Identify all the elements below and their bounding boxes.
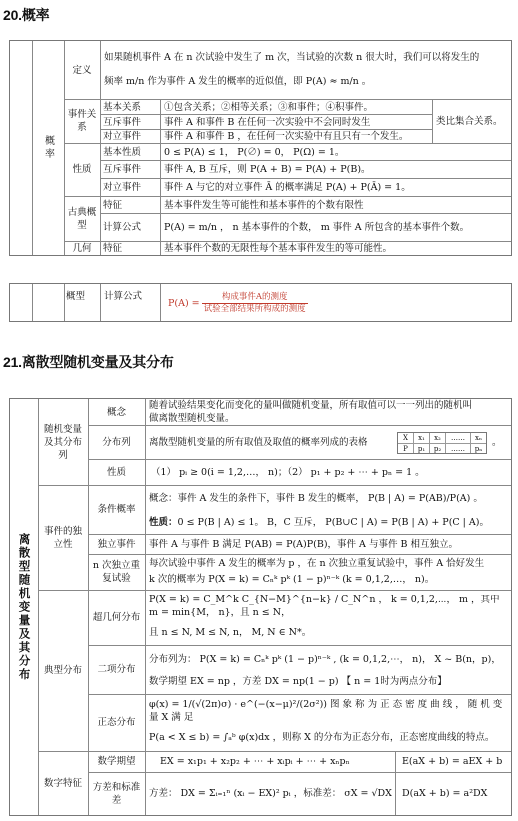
definition-text-1: 如果随机事件 A 在 n 次试验中发生了 m 次，当试验的次数 n 很大时，我们可以将发生的: [104, 52, 480, 63]
geo2-label: 概型: [66, 291, 86, 302]
binom-text-2: 数学期望 EX = np ，方差 DX = np(1 − p) 【 n = 1时为两点分布】: [149, 675, 447, 687]
geo-formula: [168, 287, 508, 319]
definition-label: 定义: [72, 64, 92, 76]
section-21-title: 21.离散型随机变量及其分布: [3, 354, 174, 370]
rep-text-1: 每次试验中事件 A 发生的概率为 p ，在 n 次独立重复试验中，事件 A 恰好发生: [149, 558, 485, 569]
cond-text-1: 概念：事件 A 发生的条件下，事件 B 发生的概率， P(B | A) = P(AB)/P(A) 。: [149, 492, 483, 504]
ind-name: 独立事件: [97, 538, 136, 550]
dist-x-cell: x₁: [414, 433, 430, 443]
dist-mini-table: [397, 432, 487, 454]
hyper-text-1: P(X = k) = C_M^k C_{N−M}^{n−k} / C_N^n ， k = 0,1,2,⋯， m ，其中 m = min{M， n}，且 n ≤ N，: [149, 595, 500, 617]
hyper-text-2: 且 n ≤ N, M ≤ N, n， M, N ∈ N*。: [149, 626, 312, 638]
dist-p-cell: p₂: [430, 444, 446, 454]
classic-label: 古典概型: [67, 206, 97, 231]
rel-row-text: 事件 A 和事件 B 在任何一次实验中不会同时发生: [164, 116, 371, 128]
geo-formula-numerator: 构成事件A的测度: [202, 292, 308, 304]
binom-name: 二项分布: [97, 664, 136, 675]
normal-text-1: φ(x) = 1/(√(2π)σ) · e^(−(x−μ)²/(2σ²)) 图 象 称 为 正 态 密 度 曲 线 ， 随 机 变 量 X 满 足: [149, 699, 503, 723]
classic-row-text: P(A) = m/n ， n 基本事件的个数， m 事件 A 所包含的基本事件个数。: [164, 222, 470, 233]
var-name: 方差和标准差: [92, 781, 141, 806]
prop-row-text: 0 ≤ P(A) ≤ 1， P(∅) = 0， P(Ω) = 1。: [164, 146, 345, 158]
cond-text-2-row: [149, 511, 511, 533]
rel-row-name: 互斥事件: [103, 116, 142, 128]
exp-linear: E(aX + b) = aEX + b: [402, 756, 503, 767]
geo-formula-denominator: 试验全部结果所构成的测度: [203, 303, 306, 314]
prop-row-text: 事件 A, B 互斥，则 P(A + B) = P(A) + P(B)。: [164, 164, 371, 175]
prop-row-name: 对立事件: [103, 182, 142, 193]
dist-p-cell: P: [398, 444, 414, 454]
binom-text-1: 分布列为： P(X = k) = Cₙᵏ pᵏ (1 − p)ⁿ⁻ᵏ , (k = 0,1,2,⋯， n)， X ~ B(n，p)，: [149, 653, 501, 665]
cond-name: 条件概率: [97, 504, 136, 515]
definition-text-2: 频率 m/n 作为事件 A 发生的概率的近似值，即 P(A) ≈ m/n 。: [104, 76, 372, 87]
rel-row-name: 对立事件: [103, 130, 142, 142]
var-text: 方差： DX = Σᵢ₌₁ⁿ (xᵢ − EX)² pᵢ ，标准差： σX = √DX: [149, 788, 392, 799]
exp-text: EX = x₁p₁ + x₂p₂ + ⋯ + xᵢpᵢ + ⋯ + xₙpₙ: [160, 756, 350, 767]
rv-prop-name: 性质: [106, 466, 126, 478]
random-variable-table: [9, 398, 512, 816]
dist-text: 离散型随机变量的所有取值及取值的概率列成的表格: [149, 436, 368, 448]
hyper-name: 超几何分布: [92, 612, 141, 623]
concept-name: 概念: [106, 406, 126, 418]
property-label: 性质: [72, 164, 92, 175]
dist-x-cell: x₂: [430, 433, 446, 443]
geo-row-text: 基本事件个数的无限性每个基本事件发生的等可能性。: [164, 242, 393, 254]
typical-label: 典型分布: [43, 665, 82, 676]
relation-label: 事件关系: [67, 109, 97, 133]
rep-name: n 次独立重复试验: [92, 560, 141, 584]
dist-x-cell: ……: [446, 433, 471, 443]
dist-p-cell: ……: [446, 444, 471, 454]
dist-end: 。: [492, 436, 502, 448]
rel-row-text: 事件 A 和事件 B ，在任何一次实验中有且只有一个发生。: [164, 130, 409, 142]
geo-label: 几何: [72, 242, 92, 254]
prop-row-text: 事件 A 与它的对立事件 Ā 的概率满足 P(A) + P(Ā) = 1。: [164, 182, 411, 193]
var-linear: D(aX + b) = a²DX: [402, 788, 488, 799]
geo-model-table: [9, 283, 512, 322]
normal-text-2: P(a < X ≤ b) = ∫ₐᵇ φ(x)dx ，则称 X 的分布为正态分布，正态密度曲线的特点。: [149, 731, 495, 743]
rv-label: 随机变量及其分布列: [43, 423, 82, 461]
dist-p-cell: pₙ: [474, 445, 483, 453]
probability-main-label: 概率: [42, 135, 54, 161]
probability-table: [9, 40, 512, 256]
analogy-note: 类比集合关系。: [436, 115, 503, 127]
concept-text-1: 随着试验结果变化而变化的量叫做随机变量，所有取值可以一一列出的随机叫: [149, 400, 473, 411]
feature-label: 数字特征: [43, 777, 82, 789]
geo-formula-fraction: [202, 292, 308, 315]
prop-row-name: 互斥事件: [103, 164, 142, 175]
geo-formula-lhs: P(A) =: [168, 297, 200, 309]
discrete-main-label: 离散型随机变量及其分布: [17, 532, 32, 682]
normal-name: 正态分布: [97, 717, 136, 728]
classic-row-name: 计算公式: [103, 222, 142, 233]
geo-row-name: 特征: [103, 242, 123, 254]
indep-label: 事件的独立性: [43, 525, 82, 550]
dist-x-cell: X: [398, 433, 414, 443]
ind-text: 事件 A 与事件 B 满足 P(AB) = P(A)P(B)，事件 A 与事件 B 相互独立。: [149, 538, 458, 550]
rep-text-2: k 次的概率为 P(X = k) = Cₙᵏ pᵏ (1 − p)ⁿ⁻ᵏ (k = 0,1,2,…， n)。: [149, 574, 435, 585]
rel-row-name: 基本关系: [103, 101, 142, 113]
dist-x-cell: xₙ: [475, 434, 482, 442]
section-20-title: 20.概率: [3, 7, 50, 23]
prop-row-name: 基本性质: [103, 146, 142, 158]
cond-text-2: 0 ≤ P(B | A) ≤ 1。 B，C 互斥， P(B∪C | A) = P(B | A) + P(C | A)。: [177, 516, 489, 528]
classic-row-text: 基本事件发生等可能性和基本事件的个数有限性: [164, 199, 364, 211]
concept-text-2: 做离散型随机变量。: [149, 413, 235, 424]
geo2-row-name: 计算公式: [104, 291, 143, 302]
dist-name: 分布列: [102, 436, 131, 448]
dist-p-cell: p₁: [414, 444, 430, 454]
cond-prop-label: 性质：: [149, 516, 178, 528]
exp-name: 数学期望: [97, 756, 136, 767]
classic-row-name: 特征: [103, 199, 123, 211]
rv-prop-text: （1） pᵢ ≥ 0(i = 1,2,…， n)；（2） p₁ + p₂ + ⋯ + pₙ = 1 。: [151, 466, 425, 478]
rel-row-text: ①包含关系；②相等关系；③和事件；④积事件。: [164, 101, 374, 113]
